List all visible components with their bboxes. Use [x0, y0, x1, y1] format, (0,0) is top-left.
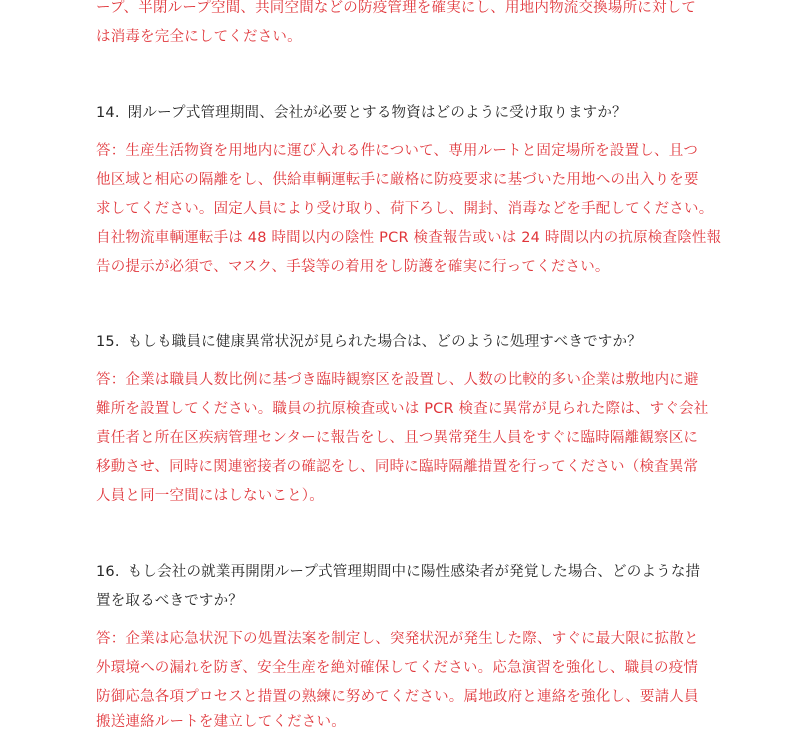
answer-14-line-1: 答：生産生活物資を用地内に運び入れる件について、専用ルートと固定場所を設置し、且つ: [96, 143, 699, 159]
answer-14-line-4: 自社物流車輌運転手は 48 時間以内の陰性 PCR 検査報告或いは 24 時間以内の抗原検査陰性報: [96, 230, 722, 246]
answer-15-line-1: 答：企業は職員人数比例に基づき臨時観察区を設置し、人数の比較的多い企業は敷地内に避: [96, 372, 699, 388]
answer-16-line-2: 外環境への漏れを防ぎ、安全生産を絶対確保してください。応急演習を強化し、職員の疫情: [96, 660, 699, 676]
question-number: 15.: [96, 334, 120, 350]
answer-15-line-4: 移動させ、同時に関連密接者の確認をし、同時に臨時隔離措置を行ってください（検査異常: [96, 459, 699, 475]
answer-14-line-5: 告の提示が必須で、マスク、手袋等の着用をし防護を確実に行ってください。: [96, 259, 610, 275]
question-number: 16.: [96, 564, 120, 580]
question-16-line-1: [96, 562, 706, 582]
answer-16-line-4: 搬送連絡ルートを建立してください。: [96, 714, 346, 730]
answer-16-line-3: 防御応急各項プロセスと措置の熟練に努めてください。属地政府と連絡を強化し、要請人員: [96, 689, 699, 705]
answer-14-line-2: 他区域と相応の隔離をし、供給車輌運転手に厳格に防疫要求に基づいた用地への出入りを要: [96, 172, 699, 188]
question-text: もし会社の就業再開閉ループ式管理期間中に陽性感染者が発覚した場合、どのような措: [127, 564, 701, 580]
answer-15-line-3: 責任者と所在区疾病管理センターに報告をし、且つ異常発生人員をすぐに臨時隔離観察区に: [96, 430, 699, 446]
question-16-line-2: 置を取るべきですか？: [96, 593, 243, 609]
fragment-line-2: は消毒を完全にしてください。: [96, 29, 302, 45]
answer-15-line-5: 人員と同一空間にはしないこと）。: [96, 488, 324, 504]
answer-14-line-3: 求してください。固定人員により受け取り、荷下ろし、開封、消毒などを手配してください。: [96, 201, 714, 217]
fragment-line-1: ープ、半閉ループ空間、共同空間などの防疫管理を確実にし、用地内物流交換場所に対して: [96, 0, 697, 16]
question-text: 閉ループ式管理期間、会社が必要とする物資はどのように受け取りますか？: [127, 105, 627, 121]
answer-15-line-2: 難所を設置してください。職員の抗原検査或いは PCR 検査に異常が見られた際は、すぐ会社: [96, 401, 709, 417]
question-text: もしも職員に健康異常状況が見られた場合は、どのように処理すべきですか？: [127, 334, 642, 350]
question-15: [96, 332, 706, 352]
answer-16-line-1: 答：企業は応急状況下の処置法案を制定し、突発状況が発生した際、すぐに最大限に拡散と: [96, 631, 699, 647]
question-14: [96, 103, 706, 123]
question-number: 14.: [96, 105, 120, 121]
